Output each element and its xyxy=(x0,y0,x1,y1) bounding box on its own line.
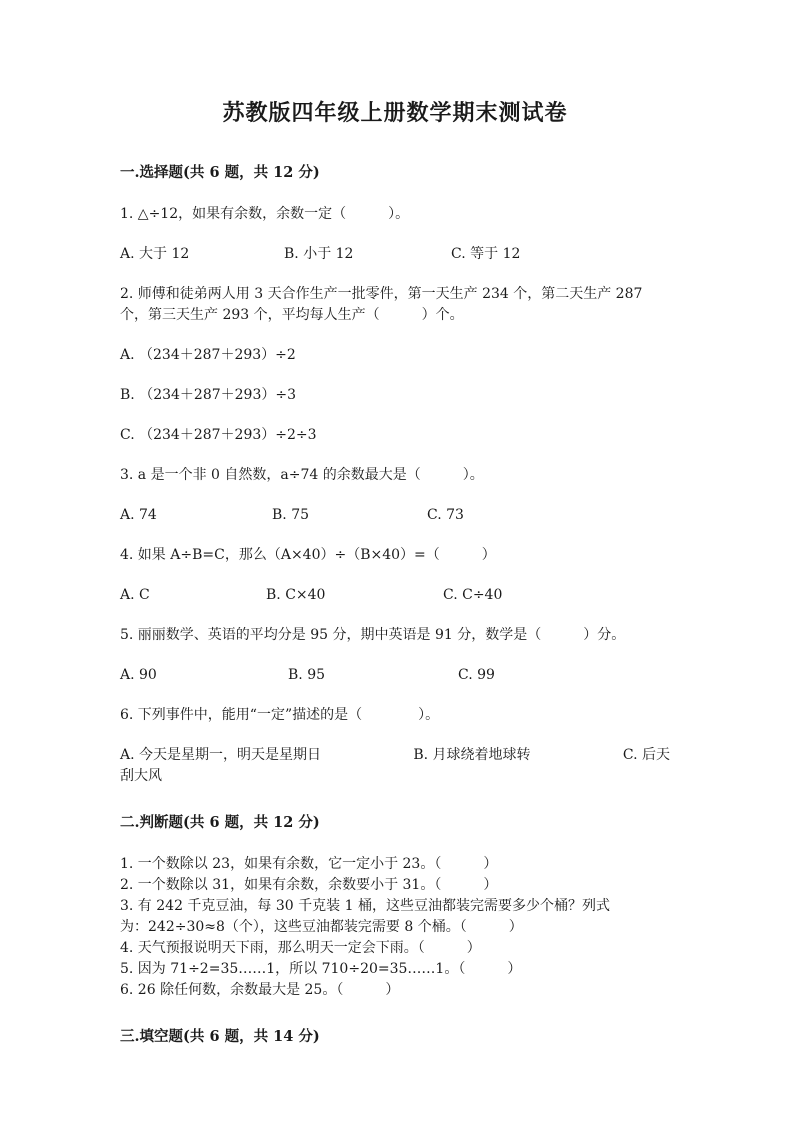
option-b: B. C×40 xyxy=(266,587,326,603)
option-a: A. 90 xyxy=(120,667,157,683)
option-b: B. （234＋287＋293）÷3 xyxy=(120,387,296,403)
choice-question-4: 4. 如果 A÷B=C，那么（A×40）÷（B×40）=（ ） xyxy=(120,547,496,563)
section-heading-choice: 一.选择题(共 6 题，共 12 分) xyxy=(120,164,320,181)
choice-question-5: 5. 丽丽数学、英语的平均分是 95 分，期中英语是 91 分，数学是（ ）分。 xyxy=(120,627,626,643)
option-b: B. 月球绕着地球转 xyxy=(413,747,531,763)
option-b: B. 小于 12 xyxy=(284,246,354,262)
choice-options-4 xyxy=(120,585,670,606)
section-heading-fill: 三.填空题(共 6 题，共 14 分) xyxy=(120,1028,320,1045)
option-c-continued: 刮大风 xyxy=(120,768,162,784)
judgement-list xyxy=(120,854,670,1001)
option-a: A. 74 xyxy=(120,507,157,523)
exam-title: 苏教版四年级上册数学期末测试卷 xyxy=(222,100,568,126)
option-c: C. 后天 xyxy=(622,747,670,763)
option-b: B. 95 xyxy=(288,667,326,683)
option-a: A. C xyxy=(120,587,150,603)
choice-question-6: 6. 下列事件中，能用“一定”描述的是（ ）。 xyxy=(120,707,440,723)
option-c: C. 73 xyxy=(427,507,464,523)
choice-options-5 xyxy=(120,665,670,686)
choice-question-1: 1. △÷12，如果有余数，余数一定（ ）。 xyxy=(120,206,410,222)
choice-question-2: 2. 师傅和徒弟两人用 3 天合作生产一批零件，第一天生产 234 个，第二天生产 287 个，第三天生产 293 个，平均每人生产（ ）个。 xyxy=(120,286,643,323)
choice-options-3 xyxy=(120,505,670,526)
option-c: C. 等于 12 xyxy=(451,246,521,262)
option-c: C. C÷40 xyxy=(443,587,503,603)
option-c: C. 99 xyxy=(458,667,495,683)
choice-options-6 xyxy=(120,745,670,787)
option-b: B. 75 xyxy=(272,507,310,523)
judgement-item-4: 4. 天气预报说明天下雨，那么明天一定会下雨。（ ） xyxy=(120,940,481,956)
choice-options-1 xyxy=(120,244,670,265)
option-a: A. 今天是星期一，明天是星期日 xyxy=(120,747,322,763)
option-c: C. （234＋287＋293）÷2÷3 xyxy=(120,427,317,443)
choice-question-3: 3. a 是一个非 0 自然数，a÷74 的余数最大是（ ）。 xyxy=(120,467,484,483)
option-a: A. 大于 12 xyxy=(120,246,190,262)
judgement-item-6: 6. 26 除任何数，余数最大是 25。（ ） xyxy=(120,982,400,998)
judgement-item-2: 2. 一个数除以 31，如果有余数，余数要小于 31。（ ） xyxy=(120,877,498,893)
judgement-item-5: 5. 因为 71÷2=35……1，所以 710÷20=35……1。（ ） xyxy=(120,961,522,977)
judgement-item-1: 1. 一个数除以 23，如果有余数，它一定小于 23。（ ） xyxy=(120,856,498,872)
judgement-item-3-continued: 为：242÷30≈8（个），这些豆油都装完需要 8 个桶。（ ） xyxy=(120,919,523,935)
option-a: A. （234＋287＋293）÷2 xyxy=(120,347,296,363)
judgement-item-3: 3. 有 242 千克豆油，每 30 千克装 1 桶，这些豆油都装完需要多少个桶？列式 xyxy=(120,898,610,914)
section-heading-judgement: 二.判断题(共 6 题，共 12 分) xyxy=(120,814,320,831)
